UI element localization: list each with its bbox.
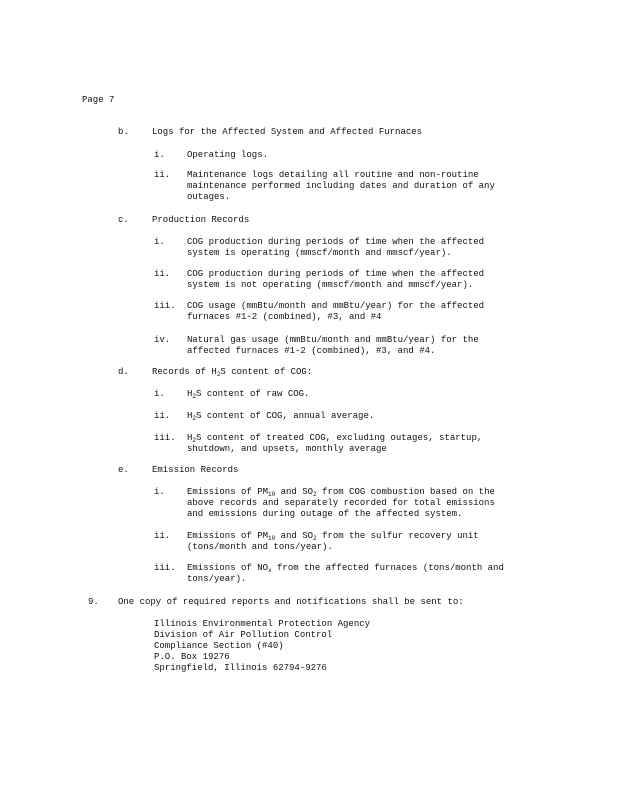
section-d-marker: d. [118,367,129,377]
section-e-marker: e. [118,465,129,475]
list-item-number: iii. [154,433,176,443]
list-item-text: outages. [187,192,231,202]
list-item-number: iii. [154,563,176,573]
section-9-marker: 9. [88,597,99,607]
address-line: Division of Air Pollution Control [154,630,333,640]
section-c-title: Production Records [152,215,250,225]
list-item-text: above records and separately recorded for total emissions [187,498,495,508]
list-item-number: i. [154,150,165,160]
address-line: Springfield, Illinois 62794-9276 [154,663,327,673]
list-item-text: system is not operating (mmscf/month and mmscf/year). [187,280,474,290]
list-item-number: ii. [154,269,171,279]
section-b-marker: b. [118,127,129,137]
list-item-text: affected furnaces #1-2 (combined), #3, and #4. [187,346,436,356]
list-item-text: tons/year). [187,574,247,584]
address-line: P.O. Box 19276 [154,652,230,662]
list-item-text: shutdown, and upsets, monthly average [187,444,387,454]
address-line: Compliance Section (#40) [154,641,284,651]
list-item-number: iv. [154,335,171,345]
list-item-text: $H_2S$ content of treated COG, excluding outages, startup, [187,433,483,444]
section-d-title: Records of $H_2S$ content of COG: [152,367,313,378]
list-item-text: maintenance performed including dates and duration of any [187,181,495,191]
list-item-text: Emissions of $PM_{10}$ and $SO_2$ from the sulfur recovery unit [187,531,479,542]
list-item-text: COG usage (mmBtu/month and mmBtu/year) for the affected [187,301,485,311]
list-item-number: iii. [154,301,176,311]
list-item-text: Emissions of $PM_{10}$ and $SO_2$ from COG combustion based on the [187,487,495,498]
list-item-text: system is operating (mmscf/month and mmscf/year). [187,248,452,258]
list-item-text: (tons/month and tons/year). [187,542,333,552]
list-item-text: Maintenance logs detailing all routine and non-routine [187,170,479,180]
list-item-text: Emissions of $NO_x$ from the affected furnaces (tons/month and [187,563,504,574]
list-item-text: furnaces #1-2 (combined), #3, and #4 [187,312,382,322]
section-c-marker: c. [118,215,129,225]
list-item-number: i. [154,487,165,497]
list-item-number: ii. [154,170,171,180]
list-item-text: $H_2S$ content of COG, annual average. [187,411,375,422]
section-e-title: Emission Records [152,465,239,475]
section-b-title: Logs for the Affected System and Affected Furnaces [152,127,423,137]
list-item-text: and emissions during outage of the affected system. [187,509,463,519]
page-number: Page 7 [82,95,115,105]
list-item-text: Natural gas usage (mmBtu/month and mmBtu/year) for the [187,335,479,345]
list-item-number: ii. [154,531,171,541]
list-item-text: Operating logs. [187,150,269,160]
list-item-text: COG production during periods of time when the affected [187,269,485,279]
address-line: Illinois Environmental Protection Agency [154,619,371,629]
list-item-text: $H_2S$ content of raw COG. [187,389,310,400]
section-9-text: One copy of required reports and notifications shall be sent to: [118,597,464,607]
list-item-text: COG production during periods of time when the affected [187,237,485,247]
list-item-number: i. [154,237,165,247]
list-item-number: i. [154,389,165,399]
list-item-number: ii. [154,411,171,421]
